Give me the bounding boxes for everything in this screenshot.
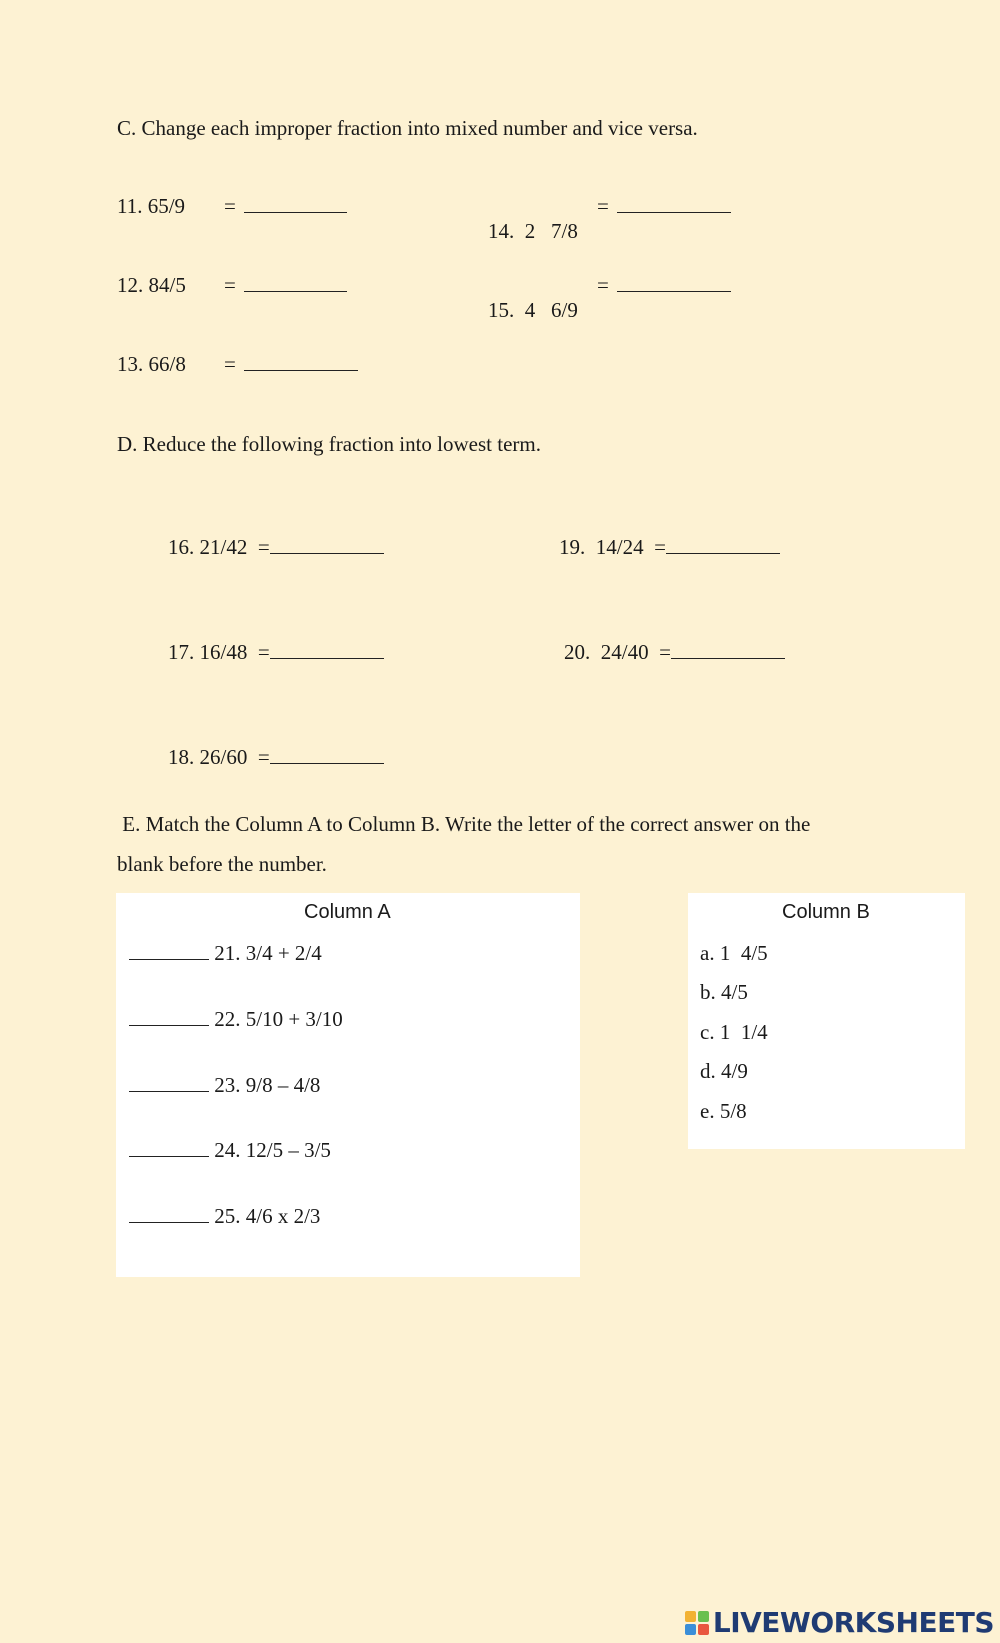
item-18: [147, 720, 384, 795]
column-a-box: [116, 893, 580, 1277]
match-item-23: [129, 1073, 320, 1098]
item-11-label: 11. 65/9: [117, 194, 186, 218]
item-15-eq: =: [597, 273, 609, 297]
logo-square-3: [685, 1624, 696, 1635]
section-d-heading: D. Reduce the following fraction into lowest term.: [117, 432, 541, 456]
liveworksheets-logo-icon: [685, 1611, 709, 1635]
option-d: d. 4/9: [700, 1059, 748, 1083]
item-15-label: 15. 4 6/9: [488, 298, 578, 322]
item-18-label: 18. 26/60 =: [168, 745, 270, 769]
column-b-title: Column B: [782, 901, 870, 923]
item-13-label: 13. 66/8: [117, 352, 186, 376]
match-22-answer-blank[interactable]: [129, 1024, 209, 1026]
item-16: [147, 510, 384, 585]
option-a: a. 1 4/5: [700, 941, 768, 965]
item-11: [117, 194, 185, 219]
item-11-answer-blank[interactable]: [244, 211, 347, 213]
section-e-heading-line2: blank before the number.: [117, 852, 327, 876]
logo-square-4: [698, 1624, 709, 1635]
section-c-heading: C. Change each improper fraction into mixed number and vice versa.: [117, 116, 698, 140]
item-16-label: 16. 21/42 =: [168, 535, 270, 559]
item-12-answer-blank[interactable]: [244, 290, 347, 292]
item-12: [117, 273, 186, 298]
match-24-label: 24. 12/5 – 3/5: [214, 1138, 331, 1162]
match-21-label: 21. 3/4 + 2/4: [214, 941, 322, 965]
match-item-24: [129, 1138, 331, 1163]
logo-square-1: [685, 1611, 696, 1622]
item-20: [543, 615, 785, 690]
item-18-answer-blank[interactable]: [270, 762, 384, 764]
item-20-label: 20. 24/40 =: [564, 640, 671, 664]
item-17: [147, 615, 384, 690]
logo-square-2: [698, 1611, 709, 1622]
item-19-label: 19. 14/24 =: [559, 535, 666, 559]
item-15: [467, 273, 578, 348]
match-23-answer-blank[interactable]: [129, 1090, 209, 1092]
item-14-label: 14. 2 7/8: [488, 219, 578, 243]
item-13-eq: =: [224, 352, 236, 376]
item-12-label: 12. 84/5: [117, 273, 186, 297]
item-20-answer-blank[interactable]: [671, 657, 785, 659]
option-b: b. 4/5: [700, 980, 748, 1004]
item-17-answer-blank[interactable]: [270, 657, 384, 659]
match-item-22: [129, 1007, 343, 1032]
liveworksheets-watermark: [685, 1606, 994, 1639]
column-b-box: [688, 893, 965, 1149]
section-e-heading-line1: E. Match the Column A to Column B. Write the letter of the correct answer on the: [117, 812, 811, 836]
option-c: c. 1 1/4: [700, 1020, 768, 1044]
item-13: [117, 352, 186, 377]
item-11-eq: =: [224, 194, 236, 218]
item-19: [538, 510, 780, 585]
match-21-answer-blank[interactable]: [129, 958, 209, 960]
item-17-label: 17. 16/48 =: [168, 640, 270, 664]
match-22-label: 22. 5/10 + 3/10: [214, 1007, 343, 1031]
item-12-eq: =: [224, 273, 236, 297]
item-19-answer-blank[interactable]: [666, 552, 780, 554]
item-16-answer-blank[interactable]: [270, 552, 384, 554]
item-15-answer-blank[interactable]: [617, 290, 731, 292]
match-25-label: 25. 4/6 x 2/3: [214, 1204, 321, 1228]
match-item-21: [129, 941, 322, 966]
item-14: [467, 194, 578, 269]
item-14-eq: =: [597, 194, 609, 218]
match-23-label: 23. 9/8 – 4/8: [214, 1073, 321, 1097]
option-e: e. 5/8: [700, 1099, 747, 1123]
column-a-title: Column A: [304, 901, 391, 923]
match-25-answer-blank[interactable]: [129, 1221, 209, 1223]
item-14-answer-blank[interactable]: [617, 211, 731, 213]
watermark-text: LIVEWORKSHEETS: [712, 1606, 994, 1639]
item-13-answer-blank[interactable]: [244, 369, 358, 371]
match-item-25: [129, 1204, 320, 1229]
match-24-answer-blank[interactable]: [129, 1155, 209, 1157]
